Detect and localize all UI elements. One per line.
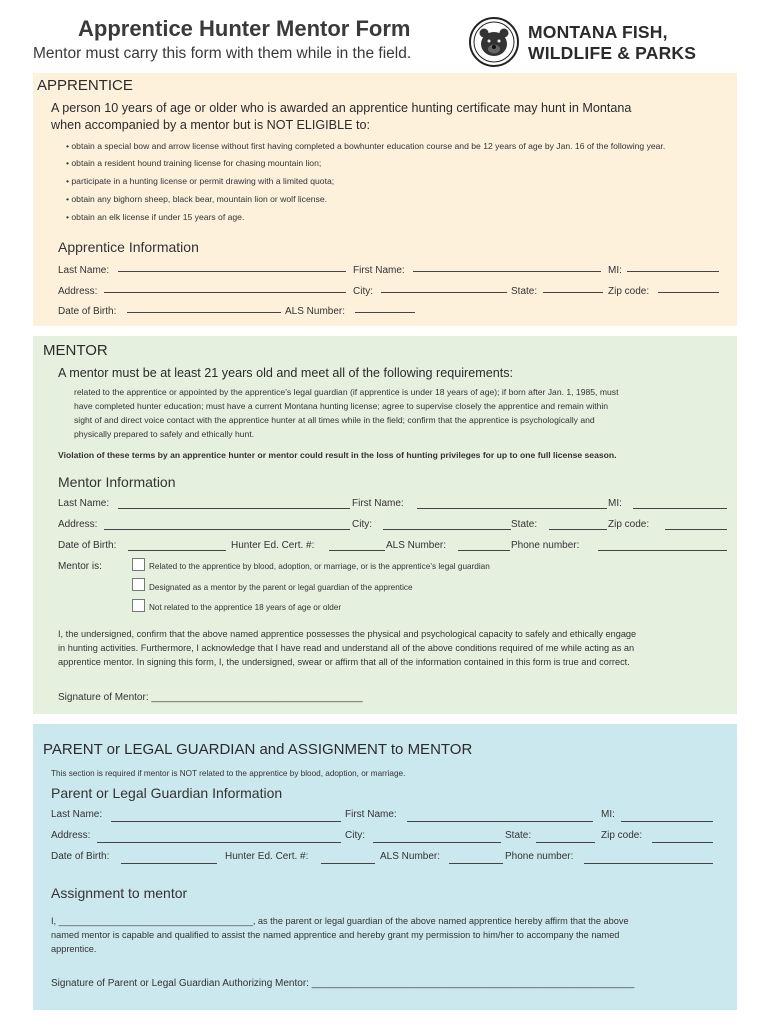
list-item: • participate in a hunting license or permit drawing with a limited quota;: [66, 176, 335, 186]
mentor-last-name-field[interactable]: [118, 508, 350, 509]
apprentice-first-name-label: First Name:: [353, 265, 405, 276]
parent-dob-label: Date of Birth:: [51, 851, 110, 862]
mentor-state-field[interactable]: [549, 529, 607, 530]
affirmation-line: in hunting activities. Furthermore, I acknowledge that I have read and understand all of the above conditions required of me while acting as an: [58, 643, 635, 653]
list-item: • obtain any bighorn sheep, black bear, mountain lion or wolf license.: [66, 194, 327, 204]
mentor-first-name-label: First Name:: [352, 498, 404, 509]
apprentice-dob-field[interactable]: [127, 312, 281, 313]
form-title: Apprentice Hunter Mentor Form: [78, 16, 411, 41]
parent-mi-field[interactable]: [621, 821, 713, 822]
mentor-affirmation: [58, 627, 636, 669]
apprentice-first-name-field[interactable]: [413, 271, 601, 272]
parent-als-label: ALS Number:: [380, 851, 441, 862]
mentor-address-field[interactable]: [104, 529, 350, 530]
not-related-checkbox[interactable]: [132, 599, 145, 612]
mentor-phone-field[interactable]: [598, 550, 727, 551]
parent-state-field[interactable]: [536, 842, 595, 843]
parent-mi-label: MI:: [601, 809, 615, 820]
grizzly-bear-seal-icon: [468, 16, 520, 68]
apprentice-city-field[interactable]: [381, 292, 507, 293]
mentor-address-label: Address:: [58, 519, 98, 530]
apprentice-info-heading: Apprentice Information: [58, 239, 199, 255]
apprentice-address-field[interactable]: [104, 292, 346, 293]
list-item: • obtain an elk license if under 15 years of age.: [66, 212, 245, 222]
parent-info-heading: Parent or Legal Guardian Information: [51, 785, 283, 801]
agency-line-2: WILDLIFE & PARKS: [528, 43, 697, 63]
parent-zip-field[interactable]: [652, 842, 713, 843]
apprentice-last-name-field[interactable]: [118, 271, 346, 272]
parent-last-name-label: Last Name:: [51, 809, 103, 820]
assignment-line: named mentor is capable and qualified to assist the named apprentice and hereby grant my permission to him/her to accompany the named: [51, 930, 620, 940]
designated-option-label: Designated as a mentor by the parent or legal guardian of the apprentice: [149, 583, 413, 592]
mentor-state-label: State:: [511, 519, 538, 530]
form-subtitle: Mentor must carry this form with them while in the field.: [33, 45, 412, 62]
mentor-first-name-field[interactable]: [417, 508, 607, 509]
apprentice-intro: [51, 100, 731, 134]
mentor-city-label: City:: [352, 519, 372, 530]
parent-city-field[interactable]: [373, 842, 501, 843]
parent-note: This section is required if mentor is NOT related to the apprentice by blood, adoption, or marriage.: [51, 769, 406, 778]
mentor-dob-label: Date of Birth:: [58, 540, 117, 551]
apprentice-mi-label: MI:: [608, 265, 622, 276]
apprentice-section: [33, 73, 737, 326]
requirement-line: sight of and direct voice contact with the apprentice hunter at all times while in the field; confirm that the apprentice is psychologically and: [74, 415, 595, 425]
agency-name: [528, 22, 696, 64]
apprentice-city-label: City:: [353, 286, 373, 297]
mentor-city-field[interactable]: [383, 529, 511, 530]
mentor-als-label: ALS Number:: [386, 540, 447, 551]
mentor-dob-field[interactable]: [128, 550, 226, 551]
apprentice-last-name-label: Last Name:: [58, 265, 110, 276]
parent-first-name-label: First Name:: [345, 809, 397, 820]
parent-state-label: State:: [505, 830, 532, 841]
parent-hunter-ed-field[interactable]: [321, 863, 375, 864]
requirement-line: physically prepared to safely and ethically hunt.: [74, 429, 255, 439]
parent-signature-field[interactable]: Signature of Parent or Legal Guardian Authorizing Mentor: __________________________________________________________: [51, 978, 635, 989]
mentor-info-heading: Mentor Information: [58, 474, 176, 490]
mentor-phone-label: Phone number:: [511, 540, 580, 551]
list-item: • obtain a resident hound training license for chasing mountain lion;: [66, 158, 322, 168]
related-option-label: Related to the apprentice by blood, adoption, or marriage, or is the apprentice’s legal guardian: [149, 562, 490, 571]
violation-warning: Violation of these terms by an apprentice hunter or mentor could result in the loss of hunting privileges for up to one full license season.: [58, 450, 617, 460]
parent-phone-field[interactable]: [584, 863, 713, 864]
mentor-zip-label: Zip code:: [608, 519, 650, 530]
parent-heading: PARENT or LEGAL GUARDIAN and ASSIGNMENT to MENTOR: [43, 741, 473, 758]
mentor-als-field[interactable]: [458, 550, 510, 551]
apprentice-heading: APPRENTICE: [37, 77, 133, 94]
mentor-section: [33, 336, 737, 714]
related-checkbox[interactable]: [132, 558, 145, 571]
affirmation-line: apprentice mentor. In signing this form, I, the undersigned, swear or affirm that all of the information contained in this form is true and correct.: [58, 657, 630, 667]
apprentice-intro-line-2: when accompanied by a mentor but is NOT ELIGIBLE to:: [51, 118, 370, 132]
apprentice-state-field[interactable]: [543, 292, 603, 293]
requirement-line: have completed hunter education; must have a current Montana hunting license; agree to supervise closely the apprentice and remain within: [74, 401, 609, 411]
designated-checkbox[interactable]: [132, 578, 145, 591]
mentor-zip-field[interactable]: [665, 529, 727, 530]
mentor-last-name-label: Last Name:: [58, 498, 110, 509]
agency-line-1: MONTANA FISH,: [528, 22, 668, 42]
apprentice-address-label: Address:: [58, 286, 98, 297]
mentor-is-label: Mentor is:: [58, 561, 102, 572]
affirmation-line: I, the undersigned, confirm that the above named apprentice possesses the physical and psychological capacity to safely and ethically engage: [58, 629, 637, 639]
assignment-text: [51, 914, 629, 956]
assignment-line: apprentice.: [51, 944, 97, 954]
parent-hunter-ed-label: Hunter Ed. Cert. #:: [225, 851, 309, 862]
parent-phone-label: Phone number:: [505, 851, 574, 862]
parent-dob-field[interactable]: [121, 863, 217, 864]
list-item: • obtain a special bow and arrow license without first having completed a bowhunter education course and be 12 years of age by Jan. 16 of the following year.: [66, 141, 666, 151]
mentor-mi-label: MI:: [608, 498, 622, 509]
apprentice-state-label: State:: [511, 286, 538, 297]
parent-last-name-field[interactable]: [111, 821, 341, 822]
apprentice-als-field[interactable]: [355, 312, 415, 313]
ineligible-list: [66, 139, 726, 224]
parent-first-name-field[interactable]: [407, 821, 593, 822]
assignment-heading: Assignment to mentor: [51, 885, 188, 901]
mentor-mi-field[interactable]: [633, 508, 727, 509]
apprentice-mi-field[interactable]: [627, 271, 719, 272]
requirement-line: related to the apprentice or appointed by the apprentice’s legal guardian (if apprentice is under 18 years of age); if born after Jan. 1, 1985, must: [74, 387, 619, 397]
mentor-intro: A mentor must be at least 21 years old and meet all of the following requirements:: [58, 366, 514, 380]
apprentice-zip-label: Zip code:: [608, 286, 650, 297]
parent-als-field[interactable]: [449, 863, 503, 864]
mentor-heading: MENTOR: [43, 342, 108, 359]
parent-city-label: City:: [345, 830, 365, 841]
parent-address-field[interactable]: [97, 842, 341, 843]
parent-address-label: Address:: [51, 830, 91, 841]
mentor-signature-field[interactable]: Signature of Mentor: ______________________________________: [58, 692, 363, 703]
mentor-hunter-ed-label: Hunter Ed. Cert. #:: [231, 540, 315, 551]
apprentice-dob-label: Date of Birth:: [58, 306, 117, 317]
parent-zip-label: Zip code:: [601, 830, 643, 841]
mentor-requirements: [74, 385, 734, 441]
mentor-hunter-ed-field[interactable]: [329, 550, 385, 551]
parent-section: [33, 724, 737, 1010]
apprentice-zip-field[interactable]: [658, 292, 719, 293]
apprentice-als-label: ALS Number:: [285, 306, 346, 317]
not-related-option-label: Not related to the apprentice 18 years of age or older: [149, 603, 342, 612]
assignment-line: I, ______________________________________, as the parent or legal guardian of the above named apprentice hereby affirm that the above: [51, 916, 629, 926]
apprentice-intro-line-1: A person 10 years of age or older who is awarded an apprentice hunting certificate may hunt in Montana: [51, 101, 632, 115]
